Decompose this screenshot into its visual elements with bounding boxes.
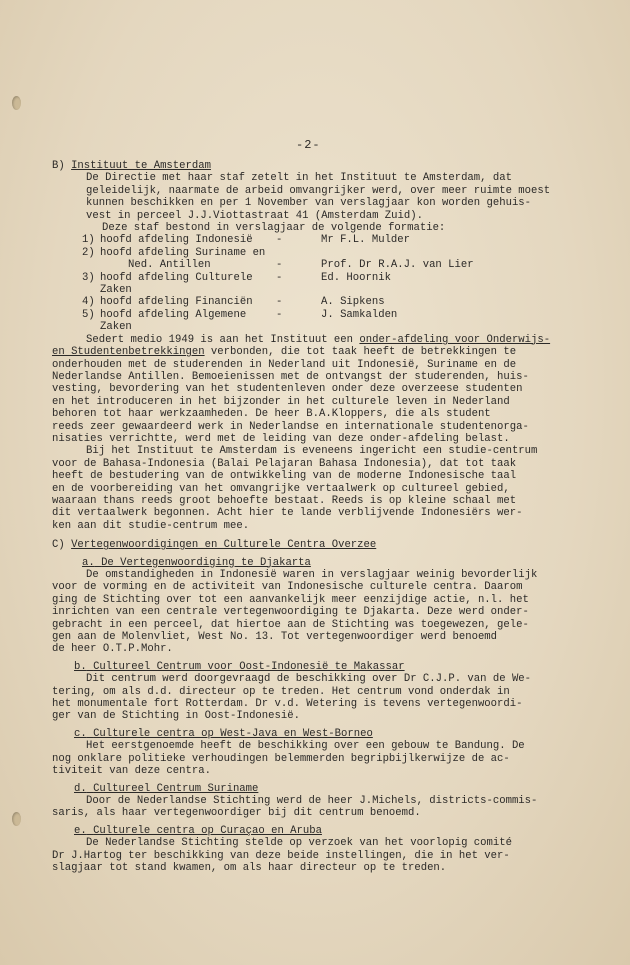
subsection-a: a. De Vertegenwoordiging te Djakarta De omstandigheden in Indonesië waren in verslagjaar weinig bevorderlijk voor de vorming en de activiteit van Indonesische culturele centra. Daarom ging de Stichting over tot een aanvankelijk meer eenzijdige actie, n.l. het inrichten van een centrale vertegenwoordiging te Djakarta. Deze werd onder- gebracht in een perceel, dat hiertoe aan de Stichting was toegewezen, gele- gen aan de Molenvliet, West No. 13. Tot vertegenwoordiger werd benoemd de heer O.T.P.Mohr.: [52, 556, 538, 656]
subsection-c: c. Culturele centra op West-Java en West-Borneo Het eerstgenoemde heeft de beschikking over een gebouw te Bandung. De nog onklare politieke verhoudingen belemmerden begripbijlkerwijze de ac- tiviteit van deze centra.: [52, 727, 525, 778]
subsection-d: d. Cultureel Centrum Suriname Door de Nederlandse Stichting werd de heer J.Michels, districts-commis- saris, als haar vertegenwoordiger bij dit centrum benoemd.: [52, 782, 538, 820]
staff-row: 1) hoofd afdeling Indonesië - Mr F.L. Mulder: [82, 234, 411, 247]
section-c-heading: C) Vertegenwoordigingen en Culturele Centra Overzee: [52, 539, 377, 552]
staff-list: [52, 234, 600, 333]
staff-row: 4) hoofd afdeling Financiën - A. Sipkens: [82, 296, 385, 309]
punch-hole: [12, 96, 21, 110]
section-b-heading: B) Instituut te Amsterdam: [52, 160, 211, 172]
section-b-para2: Sedert medio 1949 is aan het Instituut een onder-afdeling voor Onderwijs- en Studentenbetrekkingen verbonden, die tot taak heeft de betrekkingen te onderhouden met de studerenden in Nederland uit Indonesië, Suriname en de Nederlandse Antillen. Bemoeienissen met de ontvangst der studerenden, huis- vesting, bevordering van het studentenleven onder deze overzeese studenten en het introduceren in het bijzonder in het culturele leven in Nederland behoren tot haar werkzaamheden. De heer B.A.Kloppers, die als student reeds zeer gewaardeerd werk in Nederlandse en internationale studentenorga- nisaties verrichtte, werd met de leiding van deze onder-afdeling belast.: [52, 333, 551, 445]
staff-row: Ned. Antillen - Prof. Dr R.A.J. van Lier: [128, 259, 474, 272]
staff-row: 3) hoofd afdeling Culturele Zaken - Ed. Hoornik: [82, 271, 391, 297]
subsection-e: e. Culturele centra op Curaçao en Aruba De Nederlandse Stichting stelde op verzoek van het voorlopig comité Dr J.Hartog ter beschikking van deze beide instellingen, die in het ver- slagjaar tot stand kwamen, om als haar directeur op te treden.: [52, 824, 512, 874]
page-number: -2-: [296, 138, 321, 152]
section-b-para1: De Directie met haar staf zetelt in het Instituut te Amsterdam, dat geleidelijk, naarmate de arbeid omvangrijker werd, over meer ruimte moest kunnen beschikken en per 1 November van verslagjaar kon worden gehuis- vest in perceel J.J.Viottastraat 41 (Amsterdam Zuid).: [86, 172, 551, 222]
staff-intro: Deze staf bestond in verslagjaar de volgende formatie:: [102, 222, 446, 235]
staff-row: 2) hoofd afdeling Suriname en: [82, 246, 266, 259]
staff-row: 5) hoofd afdeling Algemene Zaken - J. Samkalden: [82, 308, 398, 334]
document-body: [52, 160, 600, 874]
section-b-para3: Bij het Instituut te Amsterdam is eveneens ingericht een studie-centrum voor de Bahasa-Indonesia (Balai Pelajaran Bahasa Indonesia), dat tot taak heeft de bestudering van de ontwikkeling van de moderne Indonesische taal en de voorbereiding van het omvangrijke vertaalwerk op cultureel gebied, waaraan thans reeds groot behoefte bestaat. Reeds is op kleine schaal met dit vertaalwerk begonnen. Acht hier te lande verblijvende Indonesiërs wer- ken aan dit studie-centrum mee.: [52, 445, 538, 532]
punch-hole: [12, 812, 21, 826]
subsection-b: b. Cultureel Centrum voor Oost-Indonesië te Makassar Dit centrum werd doorgevraagd de beschikking over Dr C.J.P. van de We- tering, om als d.d. directeur op te treden. Het centrum vond onderdak in het monumentale fort Rotterdam. Dr v.d. Wetering is tevens vertegenwoordi- ger van de Stichting in Oost-Indonesië.: [52, 660, 532, 723]
